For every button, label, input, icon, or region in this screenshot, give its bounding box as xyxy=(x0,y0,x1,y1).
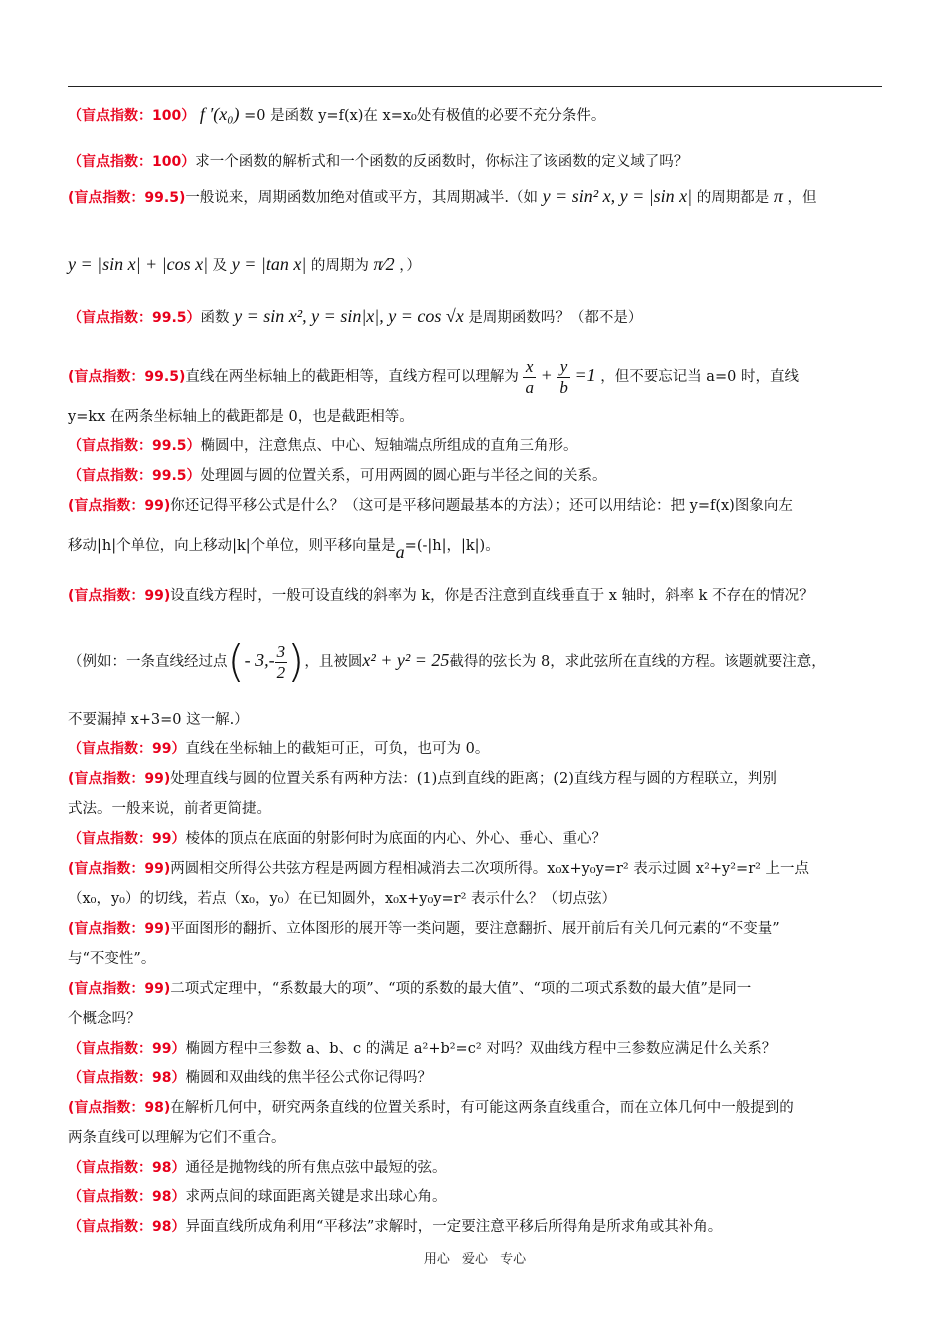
list-item xyxy=(68,431,882,461)
item-text: 式法。一般来说，前者更简捷。 xyxy=(68,801,271,817)
tag-label: （盲点指数：99.5） xyxy=(68,468,201,484)
formula: y = sin x², y = sin|x|, y = cos √x xyxy=(234,306,464,326)
item-text: 处理圆与圆的位置关系，可用两圆的圆心距与半径之间的关系。 xyxy=(200,468,607,484)
item-text: =0 是函数 y=f(x)在 x=x₀处有极值的必要不充分条件。 xyxy=(244,108,606,124)
item-text: （例如：一条直线经过点 xyxy=(68,654,228,670)
tag-label: （盲点指数：99.5） xyxy=(68,310,201,326)
frac-num: 3 xyxy=(276,641,286,661)
item-text: 的周期都是 xyxy=(696,190,770,206)
item-text: 直线在坐标轴上的截矩可正，可负，也可为 0。 xyxy=(185,741,490,757)
item-text: 处理直线与圆的位置关系有两种方法：(1)点到直线的距离；(2)直线方程与圆的方程联立，判别 xyxy=(170,771,777,787)
item-text: 求一个函数的解析式和一个函数的反函数时，你标注了该函数的定义域了吗？ xyxy=(195,154,689,170)
fraction xyxy=(557,357,570,398)
list-item xyxy=(68,529,882,561)
tag-label: （盲点指数：100） xyxy=(68,108,196,124)
item-text: ，且被圆 xyxy=(304,654,363,670)
item-text: ，） xyxy=(399,258,421,274)
item-text: 截得的弦长为 8，求此弦所在直线的方程。该题就要注意， xyxy=(449,654,826,670)
item-text: 的周期为 xyxy=(310,258,369,274)
tag-label: (盲点指数：99) xyxy=(68,981,171,997)
frac-den: 2 xyxy=(276,662,286,682)
fraction xyxy=(275,642,288,683)
item-text: 一般说来，周期函数加绝对值或平方，其周期减半.（如 xyxy=(185,190,538,206)
paren-close: ) xyxy=(287,636,305,687)
item-text: 椭圆和双曲线的焦半径公式你记得吗？ xyxy=(185,1070,432,1086)
fraction xyxy=(523,357,536,398)
item-text: （x₀，y₀）的切线，若点（x₀，y₀）在已知圆外，x₀x+y₀y=r² 表示什么？（切点弦） xyxy=(68,891,617,907)
item-text: 直线在两坐标轴上的截距相等，直线方程可以理解为 xyxy=(185,369,519,385)
list-item xyxy=(68,1212,882,1242)
list-item xyxy=(68,249,882,281)
tag-label: （盲点指数：100） xyxy=(68,154,196,170)
tag-label: (盲点指数：99) xyxy=(68,921,171,937)
tag-label: （盲点指数：98） xyxy=(68,1189,186,1205)
formula-plus: + xyxy=(540,365,553,385)
tag-label: （盲点指数：98） xyxy=(68,1160,186,1176)
list-item xyxy=(68,301,882,333)
tag-label: (盲点指数：99) xyxy=(68,861,171,877)
formula: y = |tan x| xyxy=(231,254,307,274)
formula-den: 2 xyxy=(385,254,395,274)
list-item xyxy=(68,824,882,854)
formula: y = sin² x, y = |sin x| xyxy=(542,186,693,206)
list-item xyxy=(68,1034,882,1064)
header-rule xyxy=(68,86,882,87)
item-text: 两圆相交所得公共弦方程是两圆方程相减消去二次项所得。x₀x+y₀y=r² 表示过圆 x²+y²=r² 上一点 xyxy=(170,861,810,877)
tag-label: (盲点指数：99.5) xyxy=(68,369,186,385)
tag-label: （盲点指数：98） xyxy=(68,1219,186,1235)
item-text: 函数 xyxy=(200,310,230,326)
tag-label: (盲点指数：99.5) xyxy=(68,190,186,206)
list-item xyxy=(68,181,882,213)
list-item xyxy=(68,1123,882,1153)
formula: π xyxy=(773,186,783,206)
item-text: 是周期函数吗？（都不是） xyxy=(468,310,643,326)
frac-num: x xyxy=(523,357,536,378)
item-text: 求两点间的球面距离关键是求出球心角。 xyxy=(185,1189,447,1205)
list-item xyxy=(68,974,882,1004)
tag-label: (盲点指数：99) xyxy=(68,498,171,514)
list-item xyxy=(68,147,882,177)
list-item xyxy=(68,1153,882,1183)
list-item xyxy=(68,705,882,735)
list-item xyxy=(68,944,882,974)
tag-label: (盲点指数：99) xyxy=(68,588,171,604)
vector-a: a xyxy=(395,542,405,562)
list-item xyxy=(68,884,882,914)
paren-open: ( xyxy=(227,636,245,687)
formula-pi: π xyxy=(373,254,383,274)
frac-den: a xyxy=(525,377,534,397)
list-item xyxy=(68,1063,882,1093)
item-text: 不要漏掉 x+3=0 这一解.） xyxy=(68,712,249,728)
list-item xyxy=(68,491,882,521)
formula: f ′(x₀) xyxy=(199,104,240,124)
item-text: 及 xyxy=(212,258,228,274)
list-item xyxy=(68,794,882,824)
list-item xyxy=(68,1182,882,1212)
tag-label: （盲点指数：99） xyxy=(68,831,186,847)
item-text: 与“不变性”。 xyxy=(68,951,156,967)
item-text: 你还记得平移公式是什么？（这可是平移问题最基本的方法）；还可以用结论：把 y=f(x)图象向左 xyxy=(170,498,793,514)
tag-label: (盲点指数：98) xyxy=(68,1100,171,1116)
formula-slash: ⁄ xyxy=(382,254,386,274)
list-item xyxy=(68,581,882,611)
item-text: ，但不要忘记当 a=0 时，直线 xyxy=(600,369,799,385)
page-footer: 用心 爱心 专心 xyxy=(423,1252,527,1267)
item-text: 两条直线可以理解为它们不重合。 xyxy=(68,1130,286,1146)
list-item xyxy=(68,914,882,944)
item-text: 棱体的顶点在底面的射影何时为底面的内心、外心、垂心、重心？ xyxy=(185,831,606,847)
item-text: 椭圆方程中三参数 a、b、c 的满足 a²+b²=c² 对吗？双曲线方程中三参数应满足什么关系？ xyxy=(185,1041,777,1057)
point-coords: - 3,- xyxy=(244,650,275,670)
list-item xyxy=(68,1004,882,1034)
formula: x² + y² = 25 xyxy=(362,650,450,670)
tag-label: （盲点指数：99.5） xyxy=(68,438,201,454)
list-item xyxy=(68,402,882,432)
item-text: 二项式定理中，“系数最大的项”、“项的系数的最大值”、“项的二项式系数的最大值”是同一 xyxy=(170,981,752,997)
list-item xyxy=(68,461,882,491)
list-item xyxy=(68,764,882,794)
item-text: y=kx 在两条坐标轴上的截距都是 0，也是截距相等。 xyxy=(68,409,414,425)
tag-label: （盲点指数：98） xyxy=(68,1070,186,1086)
list-item xyxy=(68,99,882,131)
list-item xyxy=(68,854,882,884)
item-text: 通径是抛物线的所有焦点弦中最短的弦。 xyxy=(185,1160,447,1176)
list-item xyxy=(68,632,882,690)
tag-label: (盲点指数：99) xyxy=(68,771,171,787)
list-item xyxy=(68,734,882,764)
item-text: =(-|h|，|k|)。 xyxy=(404,538,500,554)
formula: y = |sin x| + |cos x| xyxy=(68,254,209,274)
frac-num: y xyxy=(557,357,570,378)
list-item xyxy=(68,355,882,398)
item-text: 在解析几何中，研究两条直线的位置关系时，有可能这两条直线重合，而在立体几何中一般提到的 xyxy=(170,1100,794,1116)
item-text: 平面图形的翻折、立体图形的展开等一类问题，要注意翻折、展开前后有关几何元素的“不变量” xyxy=(170,921,780,937)
item-text: 异面直线所成角利用“平移法”求解时，一定要注意平移后所得角是所求角或其补角。 xyxy=(185,1219,723,1235)
item-text: 椭圆中，注意焦点、中心、短轴端点所组成的直角三角形。 xyxy=(200,438,578,454)
tag-label: （盲点指数：99） xyxy=(68,1041,186,1057)
item-text: 移动|h|个单位，向上移动|k|个单位，则平移向量是 xyxy=(68,538,396,554)
item-text: 设直线方程时，一般可设直线的斜率为 k，你是否注意到直线垂直于 x 轴时，斜率 k 不存在的情况？ xyxy=(170,588,814,604)
list-item xyxy=(68,1093,882,1123)
tag-label: （盲点指数：99） xyxy=(68,741,186,757)
item-text: ，但 xyxy=(787,190,817,206)
item-text: 个概念吗？ xyxy=(68,1011,141,1027)
frac-den: b xyxy=(559,377,568,397)
formula-eq: =1 xyxy=(574,365,596,385)
